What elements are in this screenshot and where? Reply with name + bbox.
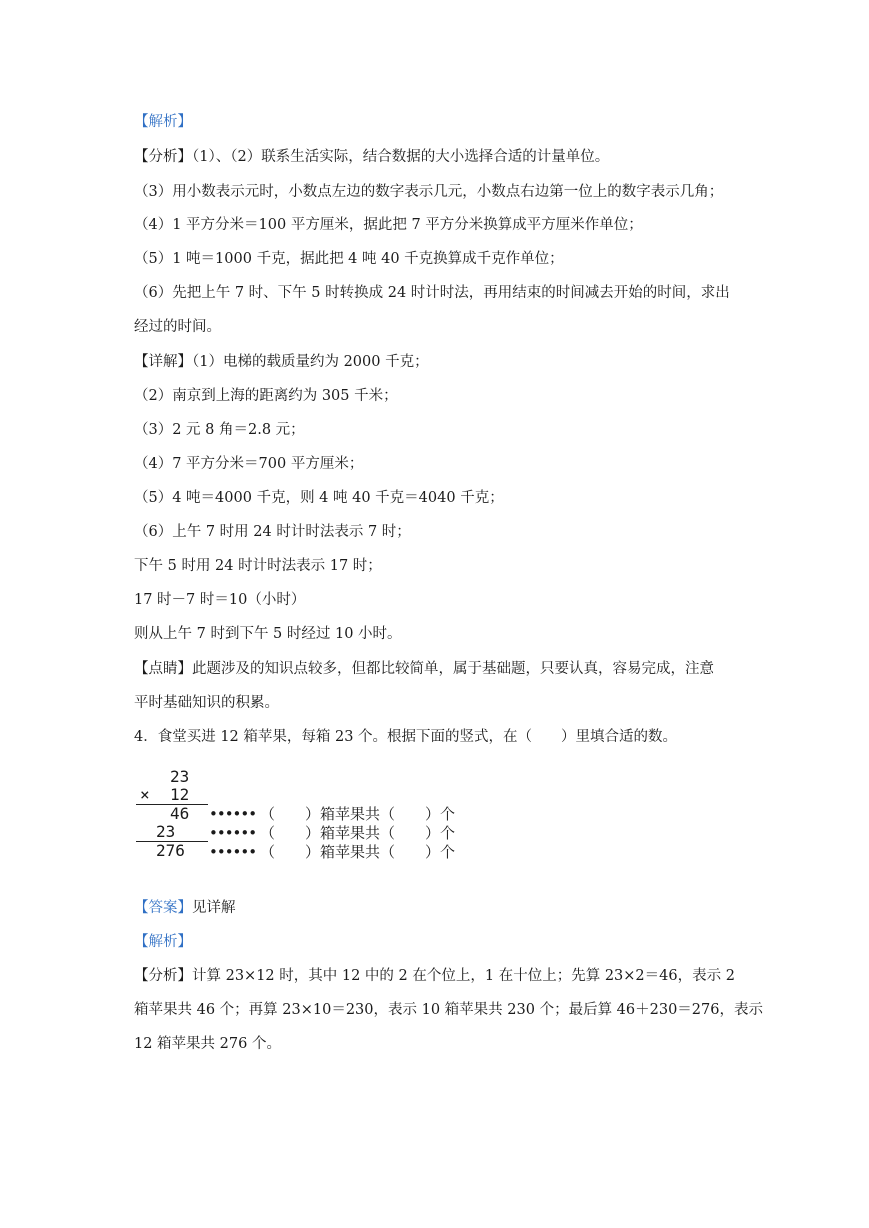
analysis-line-3: （4）1 平方分米＝100 平方厘米，据此把 7 平方分米换算成平方厘米作单位； <box>134 217 643 233</box>
detail-line-9: 则从上午 7 时到下午 5 时经过 10 小时。 <box>134 626 402 642</box>
question-4: 4．食堂买进 12 箱苹果，每箱 23 个。根据下面的竖式，在（ ）里填合适的数。 <box>134 729 678 745</box>
detail-line-6: （6）上午 7 时用 24 时计时法表示 7 时； <box>134 524 411 540</box>
remark-line-2: 平时基础知识的积累。 <box>134 695 279 711</box>
vertical-multiplication <box>136 768 476 863</box>
fill-row-3: （ ）箱苹果共（ ）个 <box>260 843 456 861</box>
detail-line-4: （4）7 平方分米＝700 平方厘米； <box>134 456 364 472</box>
dots-row-3: •••••• <box>209 843 257 861</box>
dots-row-2: •••••• <box>209 824 257 842</box>
analysis-line-4: （5）1 吨＝1000 千克，据此把 4 吨 40 千克换算成千克作单位； <box>134 251 564 267</box>
analysis2-line-3: 12 箱苹果共 276 个。 <box>134 1036 281 1052</box>
analysis-line-5: （6）先把上午 7 时、下午 5 时转换成 24 时计时法，再用结束的时间减去开始的时间，求出 <box>134 285 730 301</box>
section-heading-analysis: 【解析】 <box>134 114 192 130</box>
calc-result: 276 <box>156 841 185 860</box>
dots-row-1: •••••• <box>209 805 257 823</box>
detail-line-2: （2）南京到上海的距离约为 305 千米； <box>134 388 398 404</box>
calc-partial-2: 23 <box>156 822 176 841</box>
analysis-line-2: （3）用小数表示元时，小数点左边的数字表示几元，小数点右边第一位上的数字表示几角； <box>134 184 724 200</box>
remark-line-1: 【点睛】此题涉及的知识点较多，但都比较简单，属于基础题，只要认真，容易完成，注意 <box>134 661 714 677</box>
calc-multiplier: 12 <box>170 785 190 804</box>
times-sign: × <box>140 785 150 804</box>
analysis2-line-2: 箱苹果共 46 个；再算 23×10＝230，表示 10 箱苹果共 230 个；最后算 46＋230＝276，表示 <box>134 1002 763 1018</box>
detail-line-8: 17 时－7 时＝10（小时） <box>134 592 306 608</box>
fill-row-2: （ ）箱苹果共（ ）个 <box>260 824 456 842</box>
detail-line-1: 【详解】（1）电梯的载质量约为 2000 千克； <box>134 354 429 370</box>
calc-top-number: 23 <box>170 767 190 786</box>
analysis2-line-1: 【分析】计算 23×12 时，其中 12 中的 2 在个位上，1 在十位上；先算 23×2＝46，表示 2 <box>134 968 735 984</box>
detail-line-7: 下午 5 时用 24 时计时法表示 17 时； <box>134 558 382 574</box>
analysis-line-6: 经过的时间。 <box>134 319 221 335</box>
fill-row-1: （ ）箱苹果共（ ）个 <box>260 805 456 823</box>
section-heading-analysis-2: 【解析】 <box>134 934 192 950</box>
detail-line-3: （3）2 元 8 角＝2.8 元； <box>134 422 305 438</box>
answer-line: 【答案】见详解 <box>134 900 236 916</box>
detail-line-5: （5）4 吨＝4000 千克，则 4 吨 40 千克＝4040 千克； <box>134 490 504 506</box>
calc-partial-1: 46 <box>170 804 190 823</box>
analysis-line-1: 【分析】（1）、（2）联系生活实际，结合数据的大小选择合适的计量单位。 <box>134 149 610 165</box>
